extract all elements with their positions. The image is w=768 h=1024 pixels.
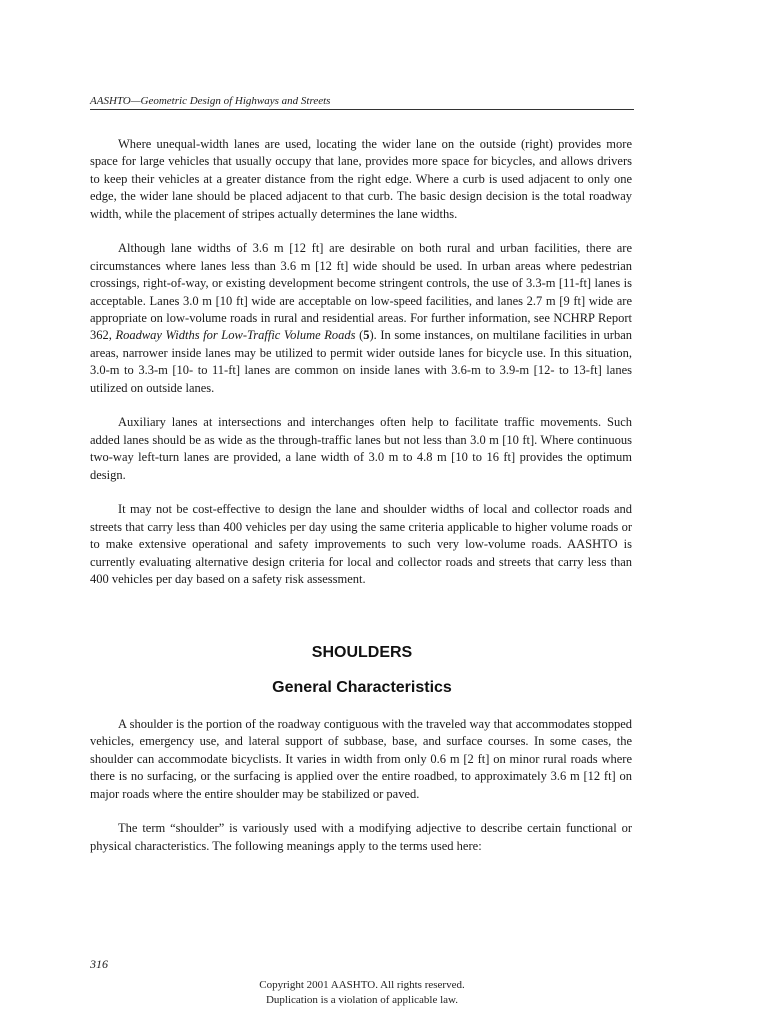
- body-text-top: [90, 136, 632, 589]
- paragraph-shoulder-definition: A shoulder is the portion of the roadway contiguous with the traveled way that accommodates stopped vehicles, emergency use, and lateral support of subbase, base, and surface courses. In some cases, the shoulder can accommodate bicyclists. It varies in width from only 0.6 m [2 ft] on minor rural roads where there is no surfacing, or the surfacing is applied over the entire roadbed, to approximately 3.6 m [12 ft] on major roads where the entire shoulder may be stabilized or paved.: [90, 717, 632, 801]
- header-rule: [90, 109, 634, 110]
- paragraph-lane-widths-continued: ). In some instances, on multilane facilities in urban areas, narrower inside lanes may be utilized to permit wider outside lanes for bicycle use. In this situation, 3.0-m to 3.3-m [10- to 11-ft] lanes are common on inside lanes with 3.6-m to 3.9-m [12- to 13-ft] lanes utilized on outside lanes.: [90, 328, 633, 395]
- copyright-line-1: Copyright 2001 AASHTO. All rights reserved.: [259, 979, 465, 991]
- copyright-line-2: Duplication is a violation of applicable law.: [265, 994, 459, 1006]
- running-header: AASHTO—Geometric Design of Highways and Streets: [90, 95, 331, 107]
- paragraph-cost-effectiveness: It may not be cost-effective to design the lane and shoulder widths of local and collector roads and streets that carry less than 400 vehicles per day using the same criteria applicable to higher volume roads or to make extensive operational and safety improvements to such very low-volume roads. AASHTO is currently evaluating alternative design criteria for local and collector roads and streets that carry less than 400 vehicles per day based on a safety risk assessment.: [90, 502, 632, 587]
- page-number: 316: [90, 957, 108, 971]
- paragraph-unequal-width-lanes: Where unequal-width lanes are used, locating the wider lane on the outside (right) provides more space for large vehicles that usually occupy that lane, provides more space for bicycles, and allows drivers to keep their vehicles at a greater distance from the right edge. Where a curb is used adjacent to only one edge, the wider lane should be placed adjacent to that curb. The basic design decision is the total roadway width, while the placement of stripes actually determines the lane widths.: [90, 137, 632, 221]
- section-heading: SHOULDERS: [311, 644, 413, 661]
- paragraph-lane-widths: [90, 240, 632, 397]
- paragraph-shoulder-term: The term “shoulder” is variously used with a modifying adjective to describe certain functional or physical characteristics. The following meanings apply to the terms used here:: [90, 821, 632, 853]
- reference-number: 5: [363, 328, 370, 343]
- subsection-heading: General Characteristics: [272, 679, 452, 696]
- paragraph-lane-widths-text: Although lane widths of 3.6 m [12 ft] are desirable on both rural and urban facilities, there are circumstances where lanes less than 3.6 m [12 ft] wide should be used. In urban areas where pedestrian crossings, right-of-way, or existing development become stringent controls, the use of 3.3-m [11-ft] lanes is acceptable. Lanes 3.0 m [10 ft] wide are acceptable on low-speed facilities, and lanes 2.7 m [9 ft] wide are appropriate on low-volume roads in rural and residential areas. For further information, see NCHRP Report 362,: [90, 241, 632, 343]
- report-title: Roadway Widths for Low-Traffic Volume Roads: [115, 328, 356, 343]
- paragraph-auxiliary-lanes: Auxiliary lanes at intersections and interchanges often help to facilitate traffic movements. Such added lanes should be as wide as the through-traffic lanes but not less than 3.0 m [10 ft]. Where continuous two-way left-turn lanes are provided, a lane width of 3.0 m to 4.8 m [10 to 16 ft] provides the optimum design.: [90, 415, 632, 482]
- copyright-notice: [90, 978, 634, 1008]
- reference-open: (: [355, 328, 364, 343]
- body-text-bottom: [90, 716, 632, 855]
